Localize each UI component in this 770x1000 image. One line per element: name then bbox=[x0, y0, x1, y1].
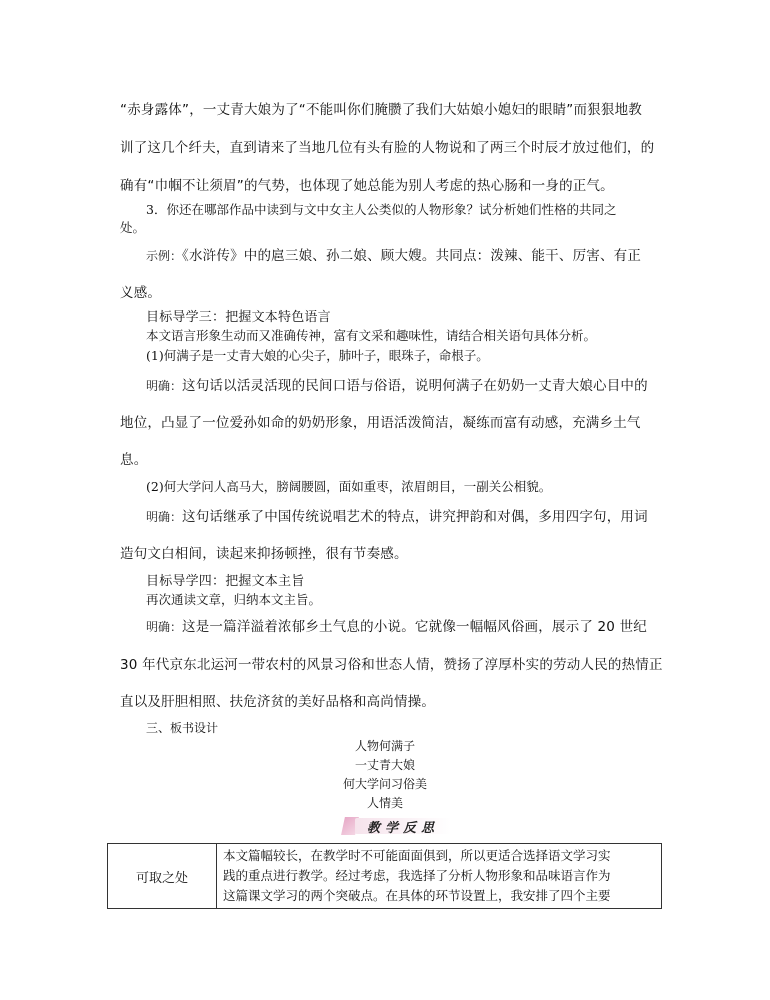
example-label: 示例： bbox=[146, 249, 183, 263]
table-row bbox=[108, 844, 662, 909]
answer-text-cont: 地位，凸显了一位爱孙如命的奶奶形象，用语活泼简洁，凝练而富有动感，充满乡土气 bbox=[120, 415, 641, 431]
answer-text-cont: 直以及肝胆相照、扶危济贫的美好品格和高尚情操。 bbox=[120, 694, 436, 710]
example-sentence-1: (1)何满子是一丈青大娘的心尖子，肺叶子，眼珠子，命根子。 bbox=[146, 348, 489, 363]
row-label: 可取之处 bbox=[108, 844, 217, 909]
section-intro: 再次通读文章，归纳本文主旨。 bbox=[146, 592, 322, 607]
paragraph-line: 确有“巾帼不让须眉”的气势，也体现了她总能为别人考虑的热心肠和一身的正气。 bbox=[120, 178, 614, 194]
board-line: 一丈青大娘 bbox=[354, 758, 415, 772]
answer-text: 这句话以活灵活现的民间口语与俗语，说明何满子在奶奶一丈青大娘心目中的 bbox=[182, 378, 648, 394]
question-3-line: 3．你还在哪部作品中读到与文中女主人公类似的人物形象？试分析她们性格的共同之 bbox=[146, 202, 617, 217]
example-block bbox=[146, 244, 641, 264]
answer-text-cont: 息。 bbox=[120, 452, 148, 468]
board-line: 人物何满子 bbox=[354, 739, 415, 753]
answer-text-cont: 30 年代京东北运河一带农村的风景习俗和世态人情，赞扬了淳厚朴实的劳动人民的热情正 bbox=[120, 657, 663, 673]
answer-text: 这是一篇洋溢着浓郁乡土气息的小说。它就像一幅幅风俗画，展示了 20 世纪 bbox=[182, 619, 647, 635]
answer-block-2 bbox=[146, 505, 648, 525]
example-sentence-2: (2)何大学问人高马大，膀阔腰圆，面如重枣，浓眉朗目，一副关公相貌。 bbox=[146, 479, 552, 494]
answer-text-cont: 造句文白相间，读起来抑扬顿挫，很有节奏感。 bbox=[120, 546, 408, 562]
board-line: 人情美 bbox=[366, 796, 403, 810]
answer-label: 明确： bbox=[146, 510, 183, 524]
board-heading: 三、板书设计 bbox=[146, 721, 219, 735]
example-text: 《水浒传》中的扈三娘、孙二娘、顾大嫂。共同点：泼辣、能干、厉害、有正 bbox=[182, 248, 642, 264]
row-line: 这篇课文学习的两个突破点。在具体的环节设置上，我安排了四个主要 bbox=[223, 888, 611, 903]
section-title: 目标导学四：把握文本主旨 bbox=[146, 574, 305, 589]
section-title: 目标导学三：把握文本特色语言 bbox=[146, 310, 331, 325]
banner-title: 教学反思 bbox=[367, 821, 440, 836]
row-content bbox=[217, 844, 662, 909]
answer-label: 明确： bbox=[146, 620, 183, 634]
reflection-banner bbox=[343, 815, 453, 837]
answer-label: 明确： bbox=[146, 379, 183, 393]
answer-block-1 bbox=[146, 374, 648, 394]
board-line: 何大学问习俗美 bbox=[342, 777, 427, 791]
question-3-line: 处。 bbox=[120, 220, 146, 235]
section-intro: 本文语言形象生动而又准确传神，富有文采和趣味性，请结合相关语句具体分析。 bbox=[146, 328, 597, 343]
reflection-table bbox=[107, 843, 662, 909]
answer-block-3 bbox=[146, 615, 647, 635]
example-text-cont: 义感。 bbox=[120, 285, 162, 301]
answer-text: 这句话继承了中国传统说唱艺术的特点，讲究押韵和对偶，多用四字句，用词 bbox=[182, 509, 648, 525]
paragraph-line: “赤身露体”，一丈青大娘为了“不能叫你们腌臜了我们大姑娘小媳妇的眼睛”而狠狠地教 bbox=[120, 102, 642, 118]
paragraph-line: 训了这几个纤夫，直到请来了当地几位有头有脸的人物说和了两三个时辰才放过他们，的 bbox=[120, 140, 655, 156]
row-line: 本文篇幅较长，在教学时不可能面面俱到，所以更适合选择语文学习实 bbox=[223, 848, 611, 863]
row-line: 践的重点进行教学。经过考虑，我选择了分析人物形象和品味语言作为 bbox=[223, 868, 611, 883]
